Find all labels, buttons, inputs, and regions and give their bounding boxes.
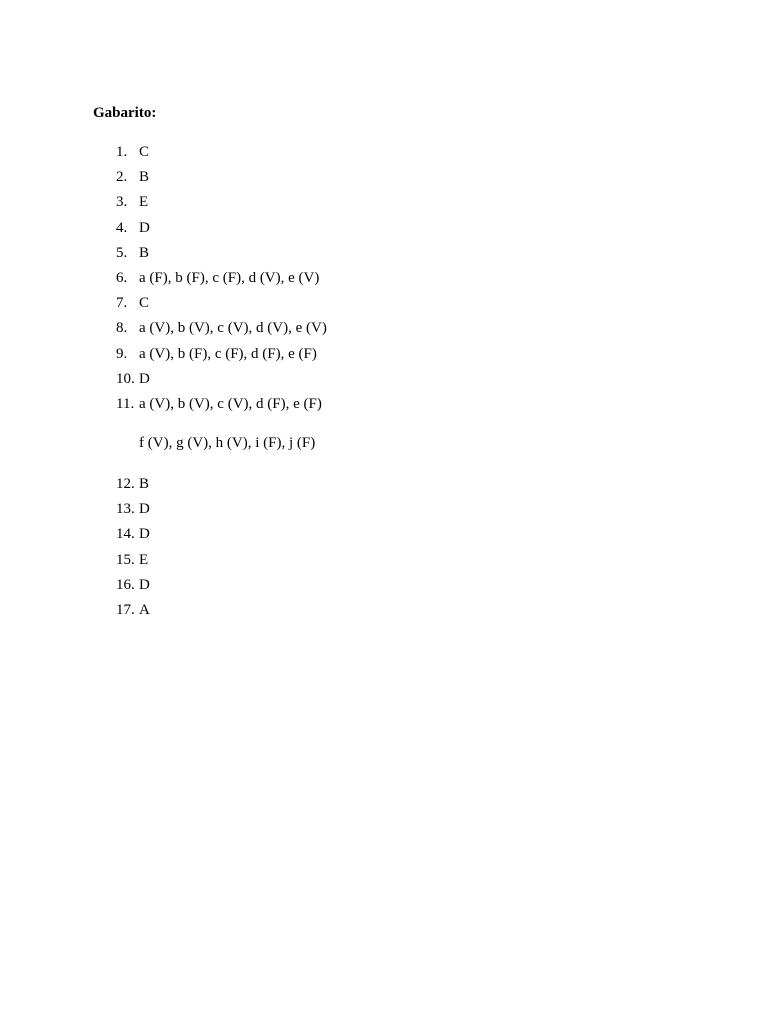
item-answer: a (V), b (V), c (V), d (V), e (V) bbox=[139, 320, 327, 337]
list-item bbox=[0, 370, 768, 395]
item-number: 1. bbox=[116, 144, 128, 160]
item-answer: E bbox=[139, 194, 149, 211]
item-answer: D bbox=[139, 219, 150, 236]
answer-list bbox=[0, 143, 768, 626]
item-number: 11. bbox=[116, 395, 135, 412]
item-answer: B bbox=[139, 169, 150, 186]
item-answer: B bbox=[139, 244, 150, 261]
item-answer: D bbox=[139, 501, 150, 518]
item-answer: a (V), b (F), c (F), d (F), e (F) bbox=[139, 345, 317, 362]
item-number: 16. bbox=[116, 576, 135, 593]
list-item bbox=[0, 244, 768, 269]
item-number: 17. bbox=[116, 602, 135, 618]
list-item bbox=[0, 345, 768, 370]
item-number: 7. bbox=[116, 295, 128, 312]
item-answer: C bbox=[139, 144, 150, 160]
item-number: 5. bbox=[116, 244, 128, 261]
item-number: 12. bbox=[116, 476, 135, 493]
item-answer: E bbox=[139, 551, 149, 568]
item-number: 3. bbox=[116, 194, 128, 211]
item-number: 2. bbox=[116, 169, 128, 186]
item-answer: a (V), b (V), c (V), d (F), e (F) bbox=[139, 395, 322, 412]
list-item bbox=[0, 576, 768, 601]
item-answer: a (F), b (F), c (F), d (V), e (V) bbox=[139, 269, 320, 286]
page-title: Gabarito: bbox=[93, 105, 157, 121]
item-answer: B bbox=[139, 476, 150, 493]
list-item bbox=[0, 601, 768, 626]
item-answer-continuation: f (V), g (V), h (V), i (F), j (F) bbox=[139, 435, 316, 452]
list-item bbox=[0, 168, 768, 193]
item-answer: D bbox=[139, 370, 150, 387]
item-answer: D bbox=[139, 526, 150, 543]
item-number: 9. bbox=[116, 345, 128, 362]
item-answer: A bbox=[139, 602, 150, 618]
list-item bbox=[0, 219, 768, 244]
item-number: 4. bbox=[116, 219, 128, 236]
list-item bbox=[0, 319, 768, 344]
list-item bbox=[0, 551, 768, 576]
item-number: 14. bbox=[116, 526, 135, 543]
item-number: 13. bbox=[116, 501, 135, 518]
item-number: 10. bbox=[116, 370, 135, 387]
item-answer: D bbox=[139, 576, 150, 593]
item-number: 6. bbox=[116, 269, 128, 286]
list-item bbox=[0, 294, 768, 319]
list-item bbox=[0, 475, 768, 500]
item-number: 15. bbox=[116, 551, 135, 568]
item-number: 8. bbox=[116, 320, 128, 337]
list-item bbox=[0, 525, 768, 550]
item-answer: C bbox=[139, 295, 150, 312]
list-item bbox=[0, 143, 768, 168]
list-item bbox=[0, 500, 768, 525]
list-item bbox=[0, 193, 768, 218]
list-item bbox=[0, 395, 768, 420]
list-item-continuation bbox=[0, 435, 768, 453]
list-item bbox=[0, 269, 768, 294]
